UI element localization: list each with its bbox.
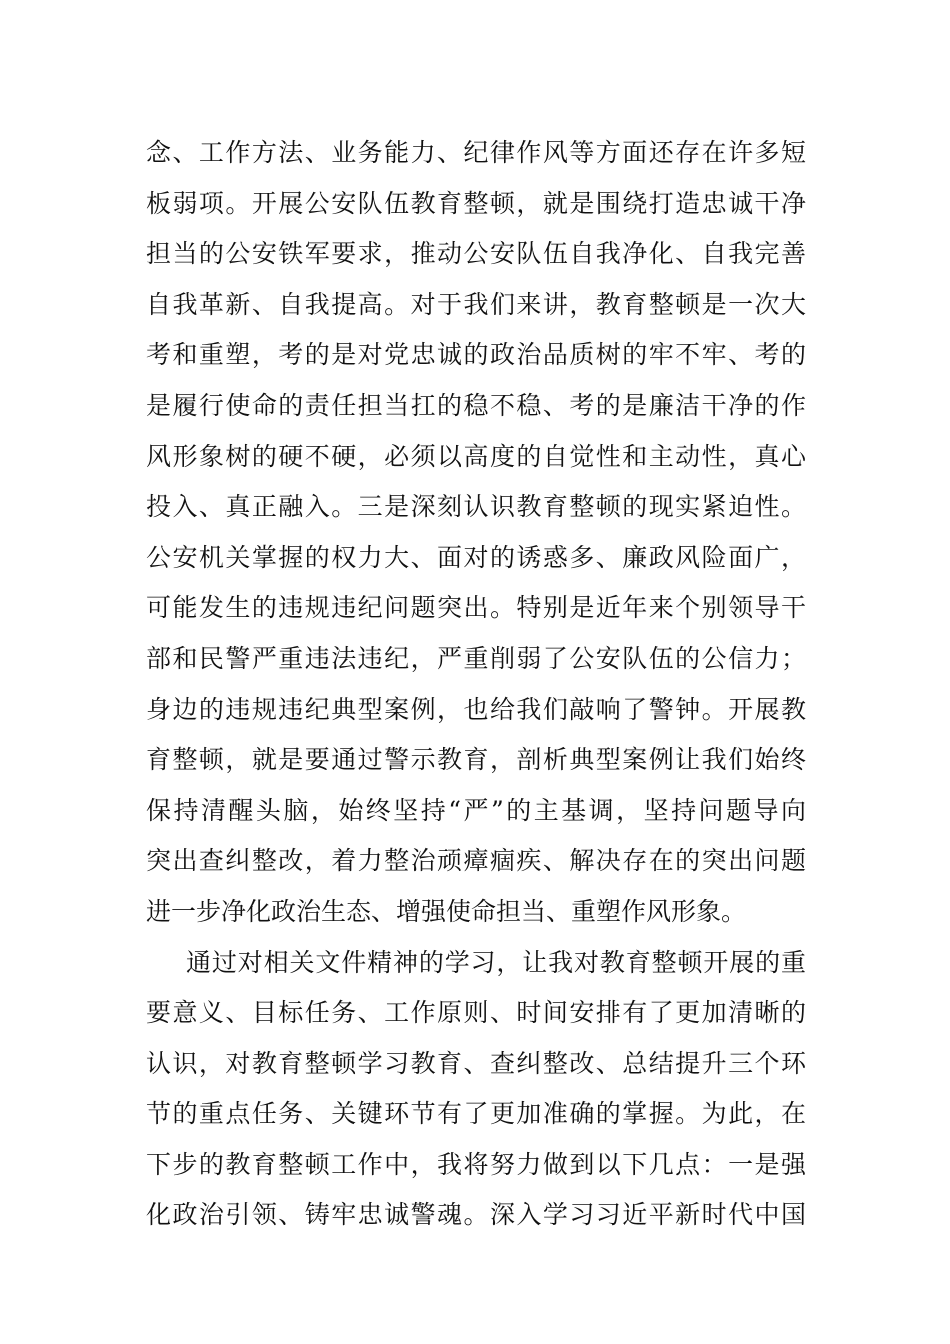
text-line: 投入、真正融入。三是深刻认识教育整顿的现实紧迫性。 [146, 492, 806, 522]
paragraph-2 [146, 938, 806, 1242]
text-line: 突出查纠整改，着力整治顽瘴痼疾、解决存在的突出问题 [146, 846, 806, 876]
text-line: 要意义、目标任务、工作原则、时间安排有了更加清晰的 [146, 998, 806, 1028]
text-line: 考和重塑，考的是对党忠诚的政治品质树的牢不牢、考的 [146, 340, 806, 370]
text-line: 板弱项。开展公安队伍教育整顿，就是围绕打造忠诚干净 [146, 188, 806, 218]
text-line: 下步的教育整顿工作中，我将努力做到以下几点：一是强 [146, 1149, 806, 1179]
text-line: 认识，对教育整顿学习教育、查纠整改、总结提升三个环 [146, 1048, 806, 1078]
text-line: 自我革新、自我提高。对于我们来讲，教育整顿是一次大 [146, 289, 806, 319]
paragraph-1 [146, 128, 806, 938]
document-body [146, 128, 806, 1241]
text-line: 进一步净化政治生态、增强使命担当、重塑作风形象。 [146, 896, 747, 926]
text-line: 育整顿，就是要通过警示教育，剖析典型案例让我们始终 [146, 745, 806, 775]
text-line: 公安机关掌握的权力大、面对的诱惑多、廉政风险面广， [146, 542, 806, 572]
text-line: 是履行使命的责任担当扛的稳不稳、考的是廉洁干净的作 [146, 390, 806, 420]
text-line: 节的重点任务、关键环节有了更加准确的掌握。为此，在 [146, 1099, 806, 1129]
text-line: 念、工作方法、业务能力、纪律作风等方面还存在许多短 [146, 138, 806, 167]
text-line: 担当的公安铁军要求，推动公安队伍自我净化、自我完善 [146, 239, 806, 269]
text-line: 身边的违规违纪典型案例，也给我们敲响了警钟。开展教 [146, 694, 806, 724]
text-line: 风形象树的硬不硬，必须以高度的自觉性和主动性，真心 [146, 441, 806, 471]
text-line: 化政治引领、铸牢忠诚警魂。深入学习习近平新时代中国 [146, 1200, 806, 1230]
text-line: 通过对相关文件精神的学习，让我对教育整顿开展的重 [186, 947, 806, 977]
text-line: 部和民警严重违法违纪，严重削弱了公安队伍的公信力； [146, 643, 806, 673]
text-line: 可能发生的违规违纪问题突出。特别是近年来个别领导干 [146, 593, 806, 623]
text-line: 保持清醒头脑，始终坚持“严”的主基调，坚持问题导向 [146, 795, 806, 825]
